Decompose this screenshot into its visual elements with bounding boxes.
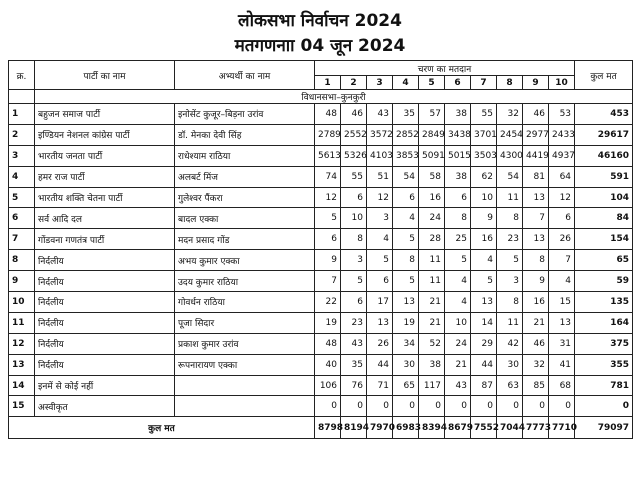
round-vote-cell: 0 (445, 396, 471, 417)
round-vote-cell: 29 (471, 333, 497, 354)
round-vote-cell: 13 (471, 292, 497, 313)
round-vote-cell: 10 (471, 187, 497, 208)
round-vote-cell: 3572 (367, 124, 393, 145)
round-total-cell: 8194 (341, 417, 367, 439)
round-vote-cell: 53 (549, 104, 575, 125)
round-vote-cell: 3 (341, 250, 367, 271)
round-vote-cell: 55 (471, 104, 497, 125)
round-vote-cell: 3 (367, 208, 393, 229)
total-cell: 0 (575, 396, 633, 417)
total-cell: 375 (575, 333, 633, 354)
round-vote-cell: 44 (367, 354, 393, 375)
serial-cell: 5 (9, 187, 35, 208)
serial-cell: 4 (9, 166, 35, 187)
table-row (9, 375, 633, 396)
round-vote-cell: 87 (471, 375, 497, 396)
total-cell: 135 (575, 292, 633, 313)
round-vote-cell: 6 (341, 187, 367, 208)
round-vote-cell: 4419 (523, 145, 549, 166)
round-vote-cell: 3438 (445, 124, 471, 145)
round-total-cell: 6983 (393, 417, 419, 439)
round-vote-cell: 35 (341, 354, 367, 375)
candidate-cell: गुलेश्वर पैंकरा (175, 187, 315, 208)
round-vote-cell: 4 (393, 208, 419, 229)
totals-row (9, 417, 633, 439)
round-vote-cell: 2552 (341, 124, 367, 145)
header-total: कुल मत (575, 61, 633, 90)
round-vote-cell: 4 (471, 250, 497, 271)
round-vote-cell: 26 (549, 229, 575, 250)
round-total-cell: 7710 (549, 417, 575, 439)
serial-cell: 13 (9, 354, 35, 375)
round-vote-cell: 19 (393, 312, 419, 333)
round-vote-cell: 3503 (471, 145, 497, 166)
candidate-cell (175, 375, 315, 396)
round-vote-cell: 8 (497, 208, 523, 229)
round-number-header: 2 (341, 76, 367, 90)
round-vote-cell: 10 (445, 312, 471, 333)
candidate-cell: मदन प्रसाद गोंड (175, 229, 315, 250)
totals-label: कुल मत (9, 417, 315, 439)
round-vote-cell: 13 (393, 292, 419, 313)
round-vote-cell: 0 (471, 396, 497, 417)
round-vote-cell: 5 (315, 208, 341, 229)
round-vote-cell: 65 (393, 375, 419, 396)
round-vote-cell: 21 (419, 312, 445, 333)
total-cell: 84 (575, 208, 633, 229)
candidate-cell: रूपनारायण एक्का (175, 354, 315, 375)
round-vote-cell: 76 (341, 375, 367, 396)
serial-cell: 12 (9, 333, 35, 354)
round-vote-cell: 11 (497, 187, 523, 208)
round-number-header: 10 (549, 76, 575, 90)
round-vote-cell: 52 (419, 333, 445, 354)
round-vote-cell: 21 (445, 354, 471, 375)
round-vote-cell: 0 (497, 396, 523, 417)
round-vote-cell: 43 (445, 375, 471, 396)
total-cell: 781 (575, 375, 633, 396)
table-row (9, 250, 633, 271)
results-table (8, 60, 633, 439)
serial-cell: 3 (9, 145, 35, 166)
round-vote-cell: 42 (497, 333, 523, 354)
round-vote-cell: 9 (315, 250, 341, 271)
party-cell: भारतीय शक्ति चेतना पार्टी (35, 187, 175, 208)
round-vote-cell: 21 (523, 312, 549, 333)
party-cell: निर्दलीय (35, 333, 175, 354)
round-vote-cell: 0 (419, 396, 445, 417)
round-vote-cell: 54 (393, 166, 419, 187)
party-cell: निर्दलीय (35, 271, 175, 292)
round-vote-cell: 32 (523, 354, 549, 375)
round-vote-cell: 0 (393, 396, 419, 417)
round-vote-cell: 6 (445, 187, 471, 208)
round-vote-cell: 23 (341, 312, 367, 333)
serial-cell: 15 (9, 396, 35, 417)
total-cell: 65 (575, 250, 633, 271)
table-row (9, 354, 633, 375)
round-vote-cell: 64 (549, 166, 575, 187)
table-row (9, 271, 633, 292)
round-vote-cell: 13 (523, 229, 549, 250)
round-total-cell: 8798 (315, 417, 341, 439)
candidate-cell: डॉ. मेनका देवी सिंह (175, 124, 315, 145)
round-vote-cell: 40 (315, 354, 341, 375)
round-vote-cell: 8 (341, 229, 367, 250)
round-number-header: 6 (445, 76, 471, 90)
serial-cell: 7 (9, 229, 35, 250)
table-row (9, 124, 633, 145)
round-vote-cell: 12 (367, 187, 393, 208)
round-vote-cell: 0 (367, 396, 393, 417)
round-vote-cell: 9 (471, 208, 497, 229)
constituency-section: विधानसभा–कुनकुरी (35, 90, 633, 104)
round-vote-cell: 19 (315, 312, 341, 333)
round-number-header: 7 (471, 76, 497, 90)
table-row (9, 104, 633, 125)
round-number-header: 3 (367, 76, 393, 90)
round-vote-cell: 2454 (497, 124, 523, 145)
party-cell: बहुजन समाज पार्टी (35, 104, 175, 125)
round-vote-cell: 6 (341, 292, 367, 313)
round-vote-cell: 4937 (549, 145, 575, 166)
serial-cell: 2 (9, 124, 35, 145)
round-vote-cell: 38 (445, 104, 471, 125)
page-subtitle: मतगणनाा 04 जून 2024 (234, 36, 406, 56)
total-cell: 104 (575, 187, 633, 208)
round-vote-cell: 5613 (315, 145, 341, 166)
round-vote-cell: 13 (523, 187, 549, 208)
candidate-cell: उदय कुमार राठिया (175, 271, 315, 292)
round-total-cell: 7044 (497, 417, 523, 439)
round-vote-cell: 21 (419, 292, 445, 313)
round-vote-cell: 23 (497, 229, 523, 250)
page-title: लोकसभा निर्वाचन 2024 (238, 11, 402, 31)
serial-cell: 1 (9, 104, 35, 125)
round-vote-cell: 5 (367, 250, 393, 271)
round-vote-cell: 4 (549, 271, 575, 292)
round-total-cell: 7970 (367, 417, 393, 439)
round-vote-cell: 2977 (523, 124, 549, 145)
party-cell: निर्दलीय (35, 292, 175, 313)
round-vote-cell: 46 (523, 333, 549, 354)
round-vote-cell: 31 (549, 333, 575, 354)
round-vote-cell: 3853 (393, 145, 419, 166)
party-cell: इण्डियन नेशनल कांग्रेस पार्टी (35, 124, 175, 145)
round-vote-cell: 12 (549, 187, 575, 208)
round-vote-cell: 54 (497, 166, 523, 187)
serial-cell: 9 (9, 271, 35, 292)
round-vote-cell: 25 (445, 229, 471, 250)
party-cell: भारतीय जनता पार्टी (35, 145, 175, 166)
total-cell: 46160 (575, 145, 633, 166)
party-cell: गोंडवना गणतंत्र पार्टी (35, 229, 175, 250)
header-serial: क्र. (9, 61, 35, 90)
candidate-cell: प्रकाश कुमार उरांव (175, 333, 315, 354)
round-vote-cell: 44 (471, 354, 497, 375)
round-vote-cell: 46 (341, 104, 367, 125)
round-vote-cell: 85 (523, 375, 549, 396)
round-number-header: 8 (497, 76, 523, 90)
round-vote-cell: 28 (419, 229, 445, 250)
round-vote-cell: 3 (497, 271, 523, 292)
candidate-cell: बादल एक्का (175, 208, 315, 229)
round-vote-cell: 62 (471, 166, 497, 187)
round-vote-cell: 5015 (445, 145, 471, 166)
round-vote-cell: 2789 (315, 124, 341, 145)
party-cell: इनमें से कोई नहीं (35, 375, 175, 396)
round-vote-cell: 7 (549, 250, 575, 271)
candidate-cell: इनोसेंट कुजूर–बिड़ना उरांव (175, 104, 315, 125)
round-vote-cell: 48 (315, 333, 341, 354)
round-vote-cell: 0 (341, 396, 367, 417)
round-number-header: 4 (393, 76, 419, 90)
round-vote-cell: 24 (419, 208, 445, 229)
round-vote-cell: 34 (393, 333, 419, 354)
total-cell: 164 (575, 312, 633, 333)
round-number-header: 1 (315, 76, 341, 90)
candidate-cell: गोवर्धन राठिया (175, 292, 315, 313)
round-vote-cell: 14 (471, 312, 497, 333)
serial-cell: 11 (9, 312, 35, 333)
round-vote-cell: 16 (419, 187, 445, 208)
round-vote-cell: 8 (497, 292, 523, 313)
party-cell: अस्वीकृत (35, 396, 175, 417)
serial-cell: 10 (9, 292, 35, 313)
round-total-cell: 8679 (445, 417, 471, 439)
total-cell: 453 (575, 104, 633, 125)
round-vote-cell: 30 (393, 354, 419, 375)
round-vote-cell: 5 (393, 229, 419, 250)
round-vote-cell: 2849 (419, 124, 445, 145)
round-vote-cell: 16 (523, 292, 549, 313)
serial-cell: 6 (9, 208, 35, 229)
round-vote-cell: 43 (341, 333, 367, 354)
round-vote-cell: 51 (367, 166, 393, 187)
party-cell: निर्दलीय (35, 354, 175, 375)
round-vote-cell: 38 (419, 354, 445, 375)
round-vote-cell: 55 (341, 166, 367, 187)
round-vote-cell: 9 (523, 271, 549, 292)
round-total-cell: 8394 (419, 417, 445, 439)
round-vote-cell: 5 (393, 271, 419, 292)
party-cell: निर्दलीय (35, 312, 175, 333)
round-vote-cell: 10 (341, 208, 367, 229)
round-vote-cell: 5 (445, 250, 471, 271)
round-vote-cell: 58 (419, 166, 445, 187)
round-vote-cell: 4300 (497, 145, 523, 166)
total-cell: 355 (575, 354, 633, 375)
table-row (9, 333, 633, 354)
round-vote-cell: 7 (315, 271, 341, 292)
round-vote-cell: 11 (419, 250, 445, 271)
round-vote-cell: 6 (549, 208, 575, 229)
round-total-cell: 7773 (523, 417, 549, 439)
round-vote-cell: 3701 (471, 124, 497, 145)
round-vote-cell: 4 (445, 271, 471, 292)
table-row (9, 187, 633, 208)
round-vote-cell: 32 (497, 104, 523, 125)
round-vote-cell: 6 (315, 229, 341, 250)
candidate-cell: राधेश्याम राठिया (175, 145, 315, 166)
round-number-header: 9 (523, 76, 549, 90)
round-vote-cell: 81 (523, 166, 549, 187)
round-vote-cell: 6 (393, 187, 419, 208)
round-vote-cell: 4103 (367, 145, 393, 166)
header-candidate: अभ्यर्थी का नाम (175, 61, 315, 90)
round-vote-cell: 11 (497, 312, 523, 333)
candidate-cell: अलबर्ट मिंज (175, 166, 315, 187)
total-cell: 59 (575, 271, 633, 292)
round-vote-cell: 0 (315, 396, 341, 417)
round-total-cell: 7552 (471, 417, 497, 439)
round-vote-cell: 5 (497, 250, 523, 271)
party-cell: सर्व आदि दल (35, 208, 175, 229)
round-vote-cell: 4 (445, 292, 471, 313)
round-vote-cell: 5091 (419, 145, 445, 166)
round-vote-cell: 0 (523, 396, 549, 417)
round-vote-cell: 35 (393, 104, 419, 125)
round-vote-cell: 68 (549, 375, 575, 396)
table-row (9, 292, 633, 313)
round-vote-cell: 8 (393, 250, 419, 271)
round-vote-cell: 2433 (549, 124, 575, 145)
party-cell: निर्दलीय (35, 250, 175, 271)
round-vote-cell: 26 (367, 333, 393, 354)
round-vote-cell: 17 (367, 292, 393, 313)
round-vote-cell: 15 (549, 292, 575, 313)
round-vote-cell: 11 (419, 271, 445, 292)
round-vote-cell: 5 (341, 271, 367, 292)
round-vote-cell: 38 (445, 166, 471, 187)
round-vote-cell: 6 (367, 271, 393, 292)
round-vote-cell: 13 (549, 312, 575, 333)
grand-total-cell: 79097 (575, 417, 633, 439)
round-vote-cell: 74 (315, 166, 341, 187)
round-vote-cell: 24 (445, 333, 471, 354)
round-vote-cell: 71 (367, 375, 393, 396)
round-vote-cell: 16 (471, 229, 497, 250)
table-row (9, 396, 633, 417)
table-row (9, 145, 633, 166)
party-cell: हमर राज पार्टी (35, 166, 175, 187)
round-vote-cell: 0 (549, 396, 575, 417)
candidate-cell: पूजा सिदार (175, 312, 315, 333)
serial-cell: 14 (9, 375, 35, 396)
table-row (9, 166, 633, 187)
round-vote-cell: 117 (419, 375, 445, 396)
round-vote-cell: 22 (315, 292, 341, 313)
round-vote-cell: 4 (367, 229, 393, 250)
table-row (9, 229, 633, 250)
candidate-cell (175, 396, 315, 417)
round-vote-cell: 43 (367, 104, 393, 125)
serial-cell: 8 (9, 250, 35, 271)
header-party: पार्टी का नाम (35, 61, 175, 90)
table-row (9, 312, 633, 333)
round-vote-cell: 7 (523, 208, 549, 229)
total-cell: 154 (575, 229, 633, 250)
table-row (9, 208, 633, 229)
candidate-cell: अभय कुमार एक्का (175, 250, 315, 271)
round-number-header: 5 (419, 76, 445, 90)
round-vote-cell: 106 (315, 375, 341, 396)
round-vote-cell: 41 (549, 354, 575, 375)
total-cell: 29617 (575, 124, 633, 145)
round-vote-cell: 8 (523, 250, 549, 271)
header-rounds: चरण का मतदान (315, 61, 575, 76)
round-vote-cell: 13 (367, 312, 393, 333)
round-vote-cell: 30 (497, 354, 523, 375)
round-vote-cell: 5326 (341, 145, 367, 166)
round-vote-cell: 12 (315, 187, 341, 208)
round-vote-cell: 46 (523, 104, 549, 125)
round-vote-cell: 2852 (393, 124, 419, 145)
round-vote-cell: 5 (471, 271, 497, 292)
round-vote-cell: 63 (497, 375, 523, 396)
round-vote-cell: 48 (315, 104, 341, 125)
round-vote-cell: 57 (419, 104, 445, 125)
round-vote-cell: 8 (445, 208, 471, 229)
total-cell: 591 (575, 166, 633, 187)
